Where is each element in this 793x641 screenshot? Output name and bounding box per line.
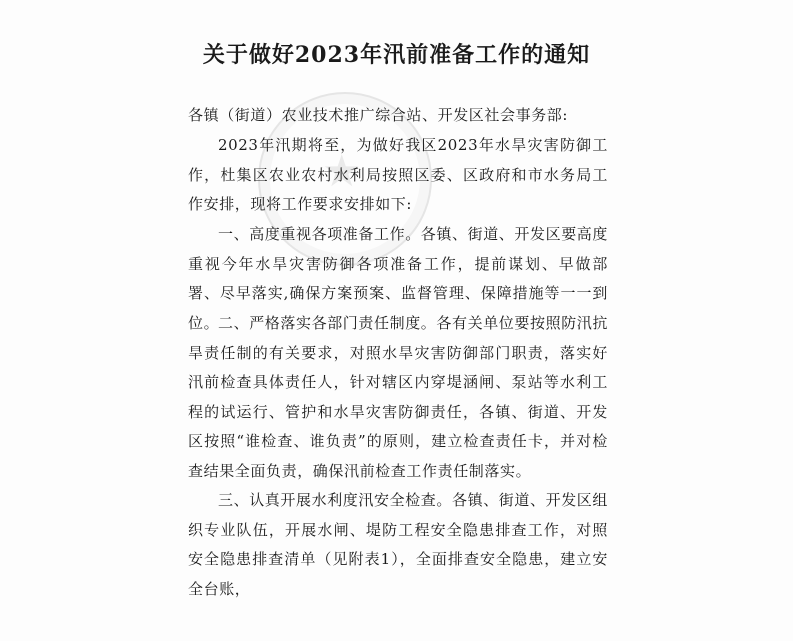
intro-text: 2023年汛期将至，为做好我区2023年水旱灾害防御工作，杜集区农业农村水利局按照区委、区政府和市水务局工作安排，现将工作要求安排如下: [188,136,608,214]
item-2-text: 二、严格落实各部门责任制度。各有关单位要按照防汛抗旱责任制的有关要求，对照水旱灾害防御部门职责，落实好汛前检查具体责任人，针对辖区内穿堤涵闸、泵站等水利工程的试运行、管护和水旱灾害防御责任，各镇、街道、开发区按照“谁检查、谁负责”的原则，建立检查责任卡，并对检查结果全面负责，确保汛前检查工作责任制落实。 [188,314,609,480]
item-3-paragraph [188,486,608,604]
salutation-text: 各镇（街道）农业技术推广综合站、开发区社会事务部: [188,106,569,124]
item-2-paragraph [188,309,608,487]
item-3-text: 三、认真开展水利度汛安全检查。各镇、街道、开发区组织专业队伍，开展水闸、堤防工程安全隐患排查工作，对照安全隐患排查清单（见附表1），全面排查安全隐患，建立安全台账， [188,491,609,598]
intro-paragraph [188,131,608,220]
salutation [188,101,608,131]
document-title: 关于做好2023年汛前准备工作的通知 [202,42,591,68]
item-1-text: 一、高度重视各项准备工作。各镇、街道、开发区要高度重视今年水旱灾害防御各项准备工作，提前谋划、早做部署、尽早落实,确保方案预案、监督管理、保障措施等一一到位。 [188,225,609,332]
